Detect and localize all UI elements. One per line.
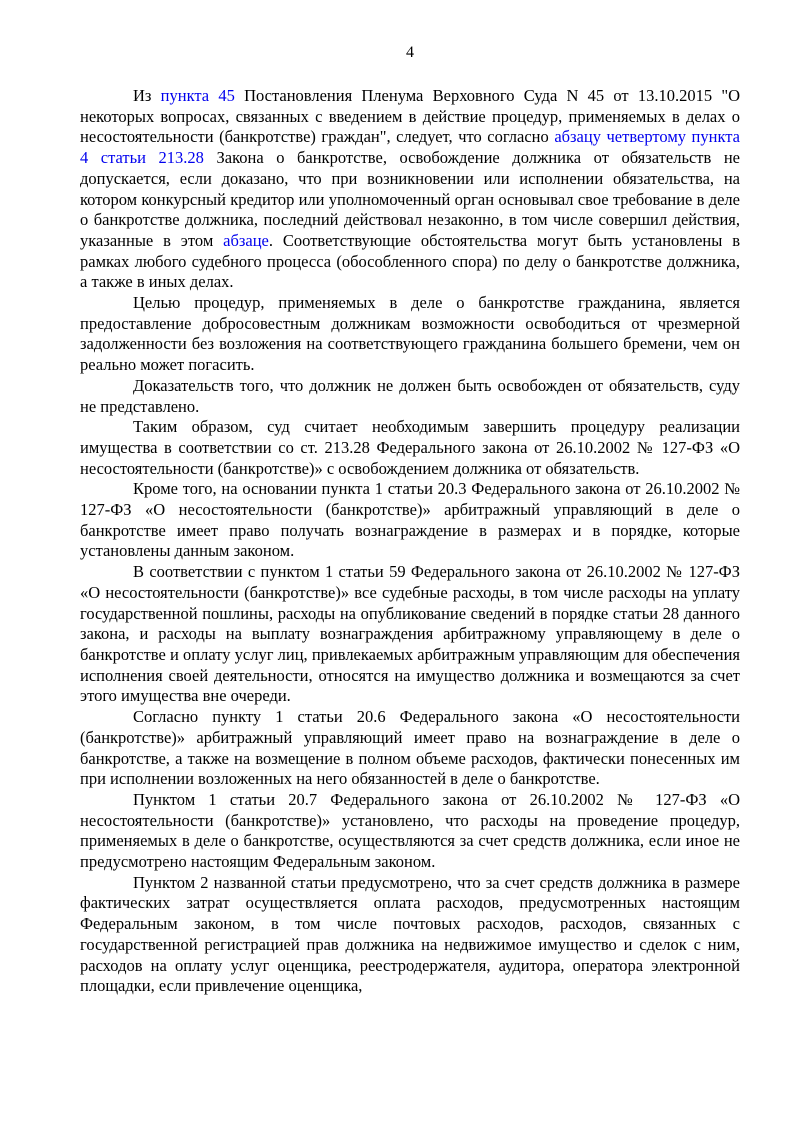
paragraph-text: В соответствии с пунктом 1 статьи 59 Федерального закона от 26.10.2002 № 127-ФЗ «О несостоятельности (банкротстве)» все судебные расходы, в том числе расходы на уплату государственной пошлины, расходы на опубликование сведений в порядке статьи 28 данного закона, и расходы на выплату вознаграждения арбитражному управляющему в деле о банкротстве и оплату услуг лиц, привлекаемых арбитражным управляющим для обеспечения исполнения своей деятельности, относятся на имущество должника и возмещаются за счет этого имущества вне очереди. <box>80 562 740 706</box>
paragraph <box>80 707 740 790</box>
paragraph-text: . Соответствующие обстоятельства могут быть установлены в рамках любого судебного процесса (обособленного спора) по делу о банкротстве должника, а также в иных делах. <box>80 230 741 292</box>
paragraph-text: Из <box>133 86 161 105</box>
paragraph-text: Пунктом 1 статьи 20.7 Федерального закона от 26.10.2002 № 127-ФЗ «О несостоятельности (банкротстве)» установлено, что расходы на проведение процедур, применяемых в деле о банкротстве, осуществляются за счет средств должника, если иное не предусмотрено настоящим Федеральным законом. <box>80 789 740 872</box>
paragraph <box>80 376 740 417</box>
paragraph-text: Доказательств того, что должник не должен быть освобожден от обязательств, суду не представлено. <box>80 375 740 416</box>
document-body <box>80 86 740 997</box>
legal-reference-link[interactable]: пункта 45 <box>160 86 235 105</box>
paragraph-text: Согласно пункту 1 статьи 20.6 Федерального закона «О несостоятельности (банкротстве)» арбитражный управляющий имеет право на вознаграждение в деле о банкротстве, а также на возмещение в полном объеме расходов, фактически понесенных им при исполнении возложенных на него обязанностей в деле о банкротстве. <box>80 707 740 789</box>
legal-reference-link[interactable]: абзаце <box>223 230 269 250</box>
page-number: 4 <box>406 44 414 61</box>
paragraph <box>80 86 740 293</box>
paragraph <box>80 873 740 997</box>
paragraph-text: Кроме того, на основании пункта 1 статьи 20.3 Федерального закона от 26.10.2002 № 127-ФЗ «О несостоятельности (банкротстве)» арбитражный управляющий в деле о банкротстве имеет право получать вознаграждение в размерах и в порядке, которые установлены данным законом. <box>80 479 740 561</box>
paragraph-text: Пунктом 2 названной статьи предусмотрено, что за счет средств должника в размере фактических затрат осуществляется оплата расходов, предусмотренных настоящим Федеральным законом, в том числе почтовых расходов, расходов, связанных с государственной регистрацией прав должника на недвижимое имущество и сделок с ним, расходов на оплату услуг оценщика, реестродержателя, аудитора, оператора электронной площадки, если привлечение оценщика, <box>80 872 740 996</box>
paragraph-text: Таким образом, суд считает необходимым завершить процедуру реализации имущества в соответствии со ст. 213.28 Федерального закона от 26.10.2002 № 127-ФЗ «О несостоятельности (банкротстве)» с освобождением должника от обязательств. <box>80 417 740 478</box>
paragraph-text: Закона о банкротстве, освобождение должника от обязательств не допускается, если доказано, что при возникновении или исполнении обязательства, на котором конкурсный кредитор или уполномоченный орган основывал свое требование в деле о банкротстве должника, последний действовал незаконно, в том числе совершил действия, указанные в этом <box>80 148 741 250</box>
paragraph <box>80 790 740 873</box>
paragraph-text: Постановления Пленума Верховного Суда N 45 от 13.10.2015 "О некоторых вопросах, связанных с введением в действие процедур, применяемых в делах о несостоятельности (банкротстве) граждан", следует, что согласно <box>80 86 740 147</box>
paragraph-text: Целью процедур, применяемых в деле о банкротстве гражданина, является предоставление добросовестным должникам возможности освободиться от чрезмерной задолженности без возложения на соответствующего гражданина большего бремени, чем он реально может погасить. <box>80 293 740 375</box>
paragraph <box>80 562 740 707</box>
paragraph <box>80 293 740 376</box>
paragraph <box>80 479 740 562</box>
paragraph <box>80 417 740 479</box>
legal-reference-link[interactable]: абзацу четвертому пункта 4 статьи 213.28 <box>80 127 740 168</box>
